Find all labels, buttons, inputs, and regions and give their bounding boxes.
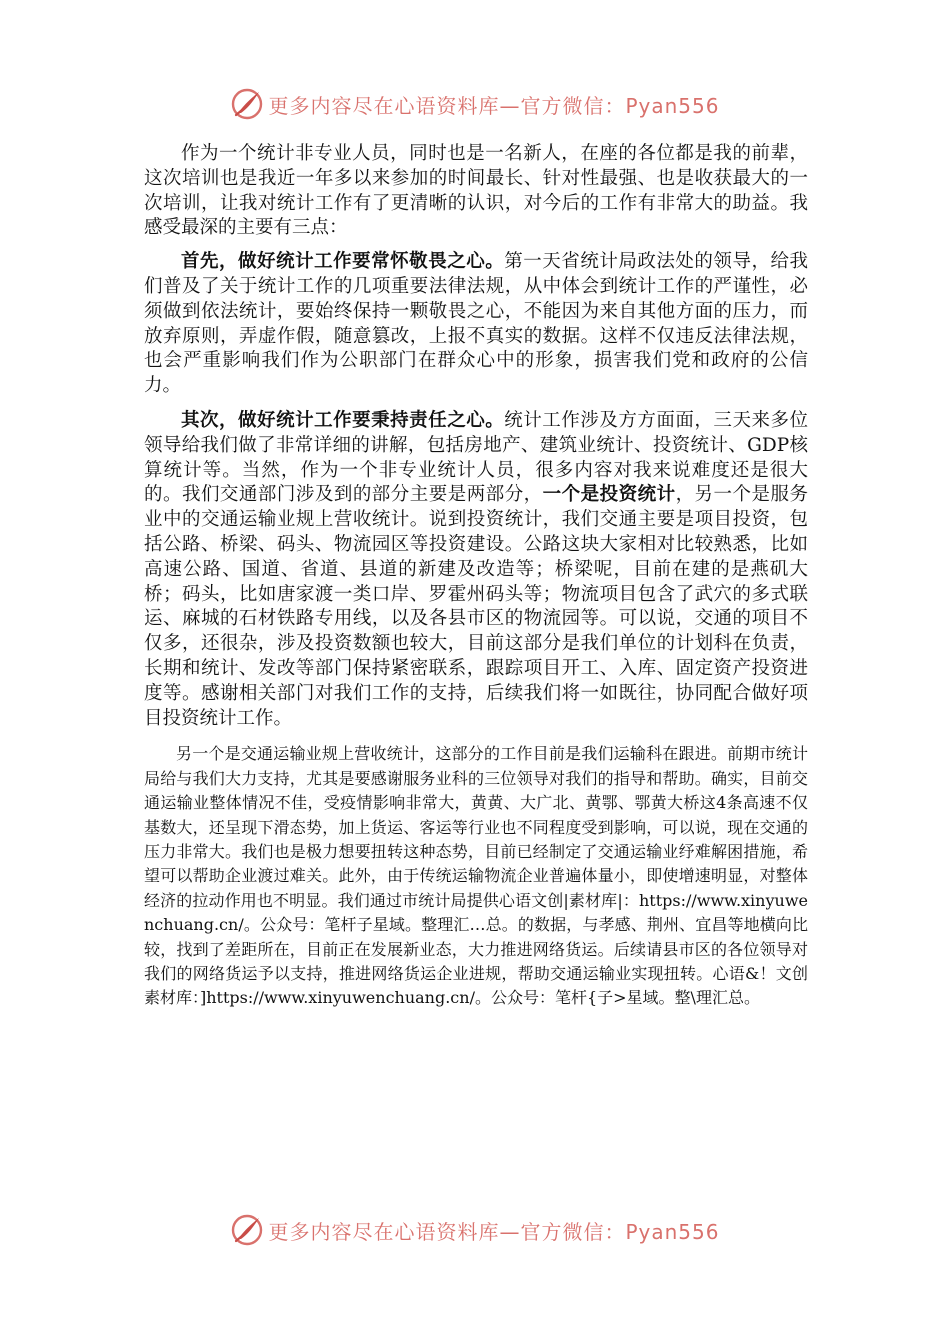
point-one-paragraph: [144, 250, 808, 399]
point-two-text-b: ，另一个是服务业中的交通运输业规上营收统计。说到投资统计，我们交通主要是项目投资，包括公路、桥梁、码头、物流园区等投资建设。公路这块大家相对比较熟悉，比如高速公路、国道、省道、县道的新建及改造等；桥梁呢，目前在建的是燕矶大桥；码头，比如唐家渡一类口岸、罗霍州码头等；物流项目包含了武穴的多式联运、麻城的石材铁路专用线，以及各县市区的物流园等。可以说，交通的项目不仅多，还很杂，涉及投资数额也较大，目前这部分是我们单位的计划科在负责，长期和统计、发改等部门保持紧密联系，跟踪项目开工、入库、固定资产投资进度等。感谢相关部门对我们工作的支持，后续我们将一如既往，协同配合做好项目投资统计工作。: [144, 484, 808, 729]
point-one-text: 第一天省统计局政法处的领导，给我们普及了关于统计工作的几项重要法律法规，从中体会到统计工作的严谨性，必须做到依法统计，要始终保持一颗敬畏之心，不能因为来自其他方面的压力，而放弃原则，弄虚作假，随意篡改，上报不真实的数据。这样不仅违反法律法规，也会严重影响我们作为公职部门在群众心中的形象，损害我们党和政府的公信力。: [144, 251, 808, 397]
document-body: [144, 142, 808, 1011]
intro-paragraph: 作为一个统计非专业人员，同时也是一名新人，在座的各位都是我的前辈，这次培训也是我近一年多以来参加的时间最长、针对性最强、也是收获最大的一次培训，让我对统计工作有了更清晰的认识，对今后的工作有非常大的助益。我感受最深的主要有三点：: [144, 143, 808, 239]
footer-banner-text: 更多内容尽在心语资料库—官方微信：Pyan556: [268, 1219, 720, 1244]
quill-logo-icon: [230, 87, 264, 121]
quill-logo-icon: [230, 1213, 264, 1247]
transport-revenue-paragraph: 另一个是交通运输业规上营收统计，这部分的工作目前是我们运输科在跟进。前期市统计局给与我们大力支持，尤其是要感谢服务业科的三位领导对我们的指导和帮助。确实，目前交通运输业整体情况不佳，受疫情影响非常大，黄黄、大广北、黄鄂、鄂黄大桥这4条高速不仅基数大，还呈现下滑态势，加上货运、客运等行业也不同程度受到影响，可以说，现在交通的压力非常大。我们也是极力想要扭转这种态势，目前已经制定了交通运输业纾难解困措施，希望可以帮助企业渡过难关。此外，由于传统运输物流企业普遍体量小，即使增速明显，对整体经济的拉动作用也不明显。我们通过市统计局提供心语文创|素材库|：https://www.xinyuwenchuang.cn/。公众号：笔杆子星域。整理汇…总。的数据，与孝感、荆州、宜昌等地横向比较，找到了差距所在，目前正在发展新业态，大力推进网络货运。后续请县市区的各位领导对我们的网络货运予以支持，推进网络货运企业进规，帮助交通运输业实现扭转。心语&！文创素材库：]https://www.xinyuwenchuang.cn/。公众号：笔杆{子>星域。整\理汇总。: [144, 744, 808, 1008]
point-two-text-a: 统计工作涉及方方面面，三天来多位领导给我们做了非常详细的讲解，包括房地产、建筑业统计、投资统计、GDP核算统计等。当然，作为一个非专业统计人员，很多内容对我来说难度还是很大的。我们交通部门涉及到的部分主要是两部分，: [144, 409, 808, 506]
point-one-heading: 首先，做好统计工作要常怀敬畏之心。: [181, 251, 505, 273]
header-banner: [0, 84, 950, 124]
header-banner-text: 更多内容尽在心语资料库—官方微信：Pyan556: [268, 93, 720, 118]
point-two-paragraph: [144, 409, 808, 731]
point-two-heading: 其次，做好统计工作要秉持责任之心。: [181, 409, 505, 431]
point-two-emphasis: 一个是投资统计: [542, 484, 676, 506]
footer-banner: [0, 1210, 950, 1250]
